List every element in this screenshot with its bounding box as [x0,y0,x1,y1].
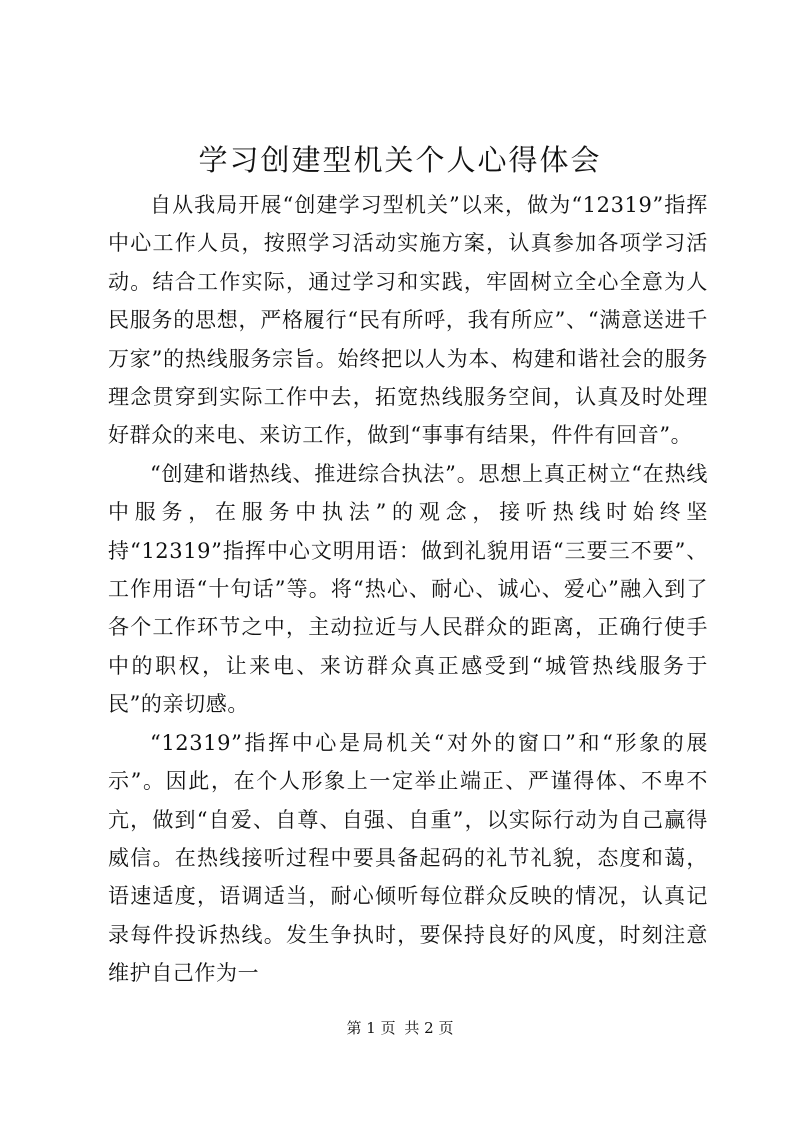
page-number: 第 1 页 [346,1019,396,1037]
document-title: 学习创建型机关个人心得体会 [198,143,602,177]
paragraph-1: 自从我局开展“创建学习型机关”以来，做为“12319”指挥中心工作人员，按照学习活动实施方案，认真参加各项学习活动。结合工作实际，通过学习和实践，牢固树立全心全意为人民服务的思想，严格履行“民有所呼，我有所应”、“满意送进千万家”的热线服务宗旨。始终把以人为本、构建和谐社会的服务理念贯穿到实际工作中去，拓宽热线服务空间，认真及时处理好群众的来电、来访工作，做到“事事有结果，件件有回音”。 [108,193,708,448]
paragraph-2: “创建和谐热线、推进综合执法”。思想上真正树立“在热线中服务，在服务中执法”的观念，接听热线时始终坚持“12319”指挥中心文明用语：做到礼貌用语“三要三不要”、工作用语“十句话”等。将“热心、耐心、诚心、爱心”融入到了各个工作环节之中，主动拉近与人民群众的距离，正确行使手中的职权，让来电、来访群众真正感受到“城管热线服务于民”的亲切感。 [108,461,708,717]
page-footer [0,1018,800,1038]
document-body [108,186,708,993]
paragraph-3: “12319”指挥中心是局机关“对外的窗口”和“形象的展示”。因此，在个人形象上一定举止端正、严谨得体、不卑不亢，做到“自爱、自尊、自强、自重”，以实际行动为自己赢得威信。在热线接听过程中要具备起码的礼节礼貌，态度和蔼，语速适度，语调适当，耐心倾听每位群众反映的情况，认真记录每件投诉热线。发生争执时，要保持良好的风度，时刻注意维护自己作为一 [108,730,708,986]
page-total: 共 2 页 [404,1019,454,1037]
